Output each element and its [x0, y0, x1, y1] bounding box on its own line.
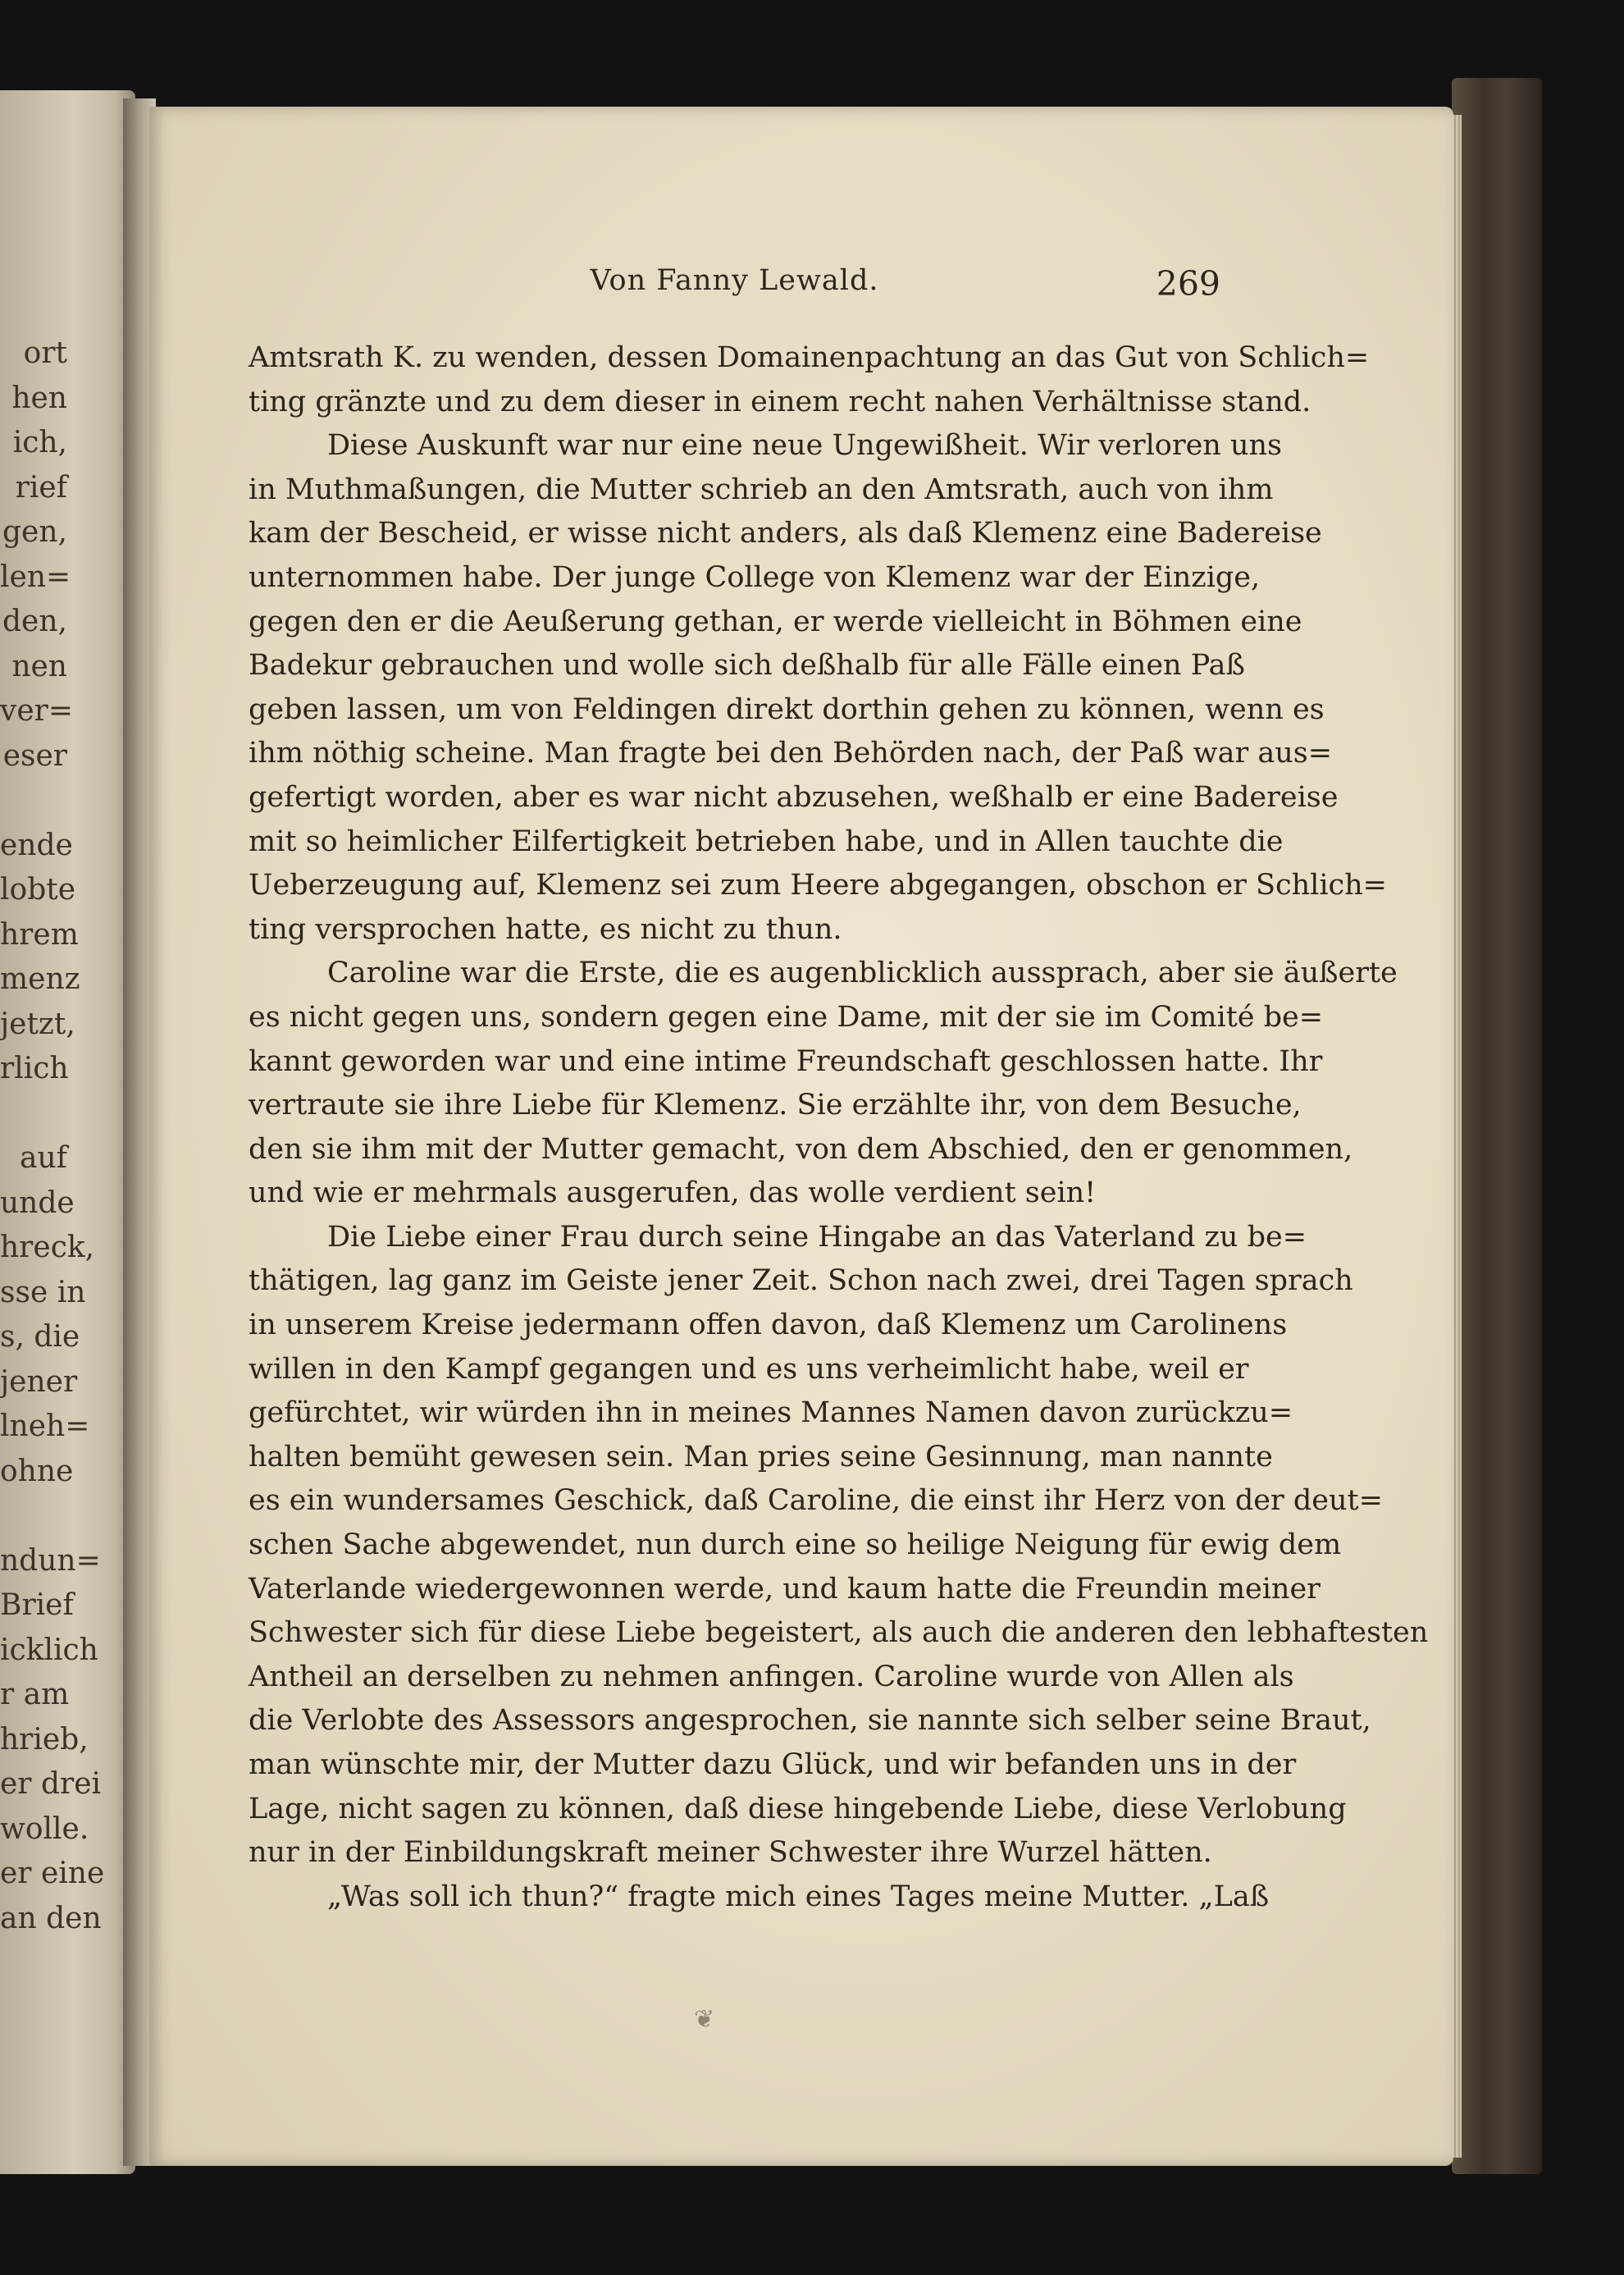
left-page-fragment: ver=	[0, 694, 74, 728]
text-line: halten bemüht gewesen sein. Man pries seine Gesinnung, man nannte	[249, 1440, 1273, 1473]
left-page-fragment: hrem	[0, 917, 79, 952]
book-cover-edge	[1452, 78, 1542, 2174]
text-line: in unserem Kreise jedermann offen davon, daß Klemenz um Carolinens	[249, 1309, 1288, 1342]
left-page-fragment: an den	[0, 1901, 102, 1935]
text-line: schen Sache abgewendet, nun durch eine so heilige Neigung für ewig dem	[249, 1528, 1342, 1562]
left-page-fragment: hreck,	[0, 1231, 95, 1264]
text-line: kam der Bescheid, er wisse nicht anders, als daß Klemenz eine Badereise	[249, 517, 1322, 550]
left-page-fragment: ende	[0, 828, 73, 862]
text-line: Badekur gebrauchen und wolle sich deßhalb für alle Fälle einen Paß	[249, 649, 1245, 683]
text-line: und wie er mehrmals ausgerufen, das wolle verdient sein!	[249, 1176, 1097, 1210]
text-line: gefürchtet, wir würden ihn in meines Mannes Namen davon zurückzu=	[249, 1396, 1293, 1430]
text-line: Die Liebe einer Frau durch seine Hingabe an das Vaterland zu be=	[327, 1220, 1307, 1254]
text-line: ihm nöthig scheine. Man fragte bei den Behörden nach, der Paß war aus=	[249, 737, 1333, 770]
text-line: mit so heimlicher Eilfertigkeit betrieben habe, und in Allen tauchte die	[249, 825, 1284, 858]
text-line: thätigen, lag ganz im Geiste jener Zeit. Schon nach zwei, drei Tagen sprach	[249, 1264, 1353, 1298]
left-page-fragment: ort	[23, 336, 67, 370]
text-line: es nicht gegen uns, sondern gegen eine Dame, mit der sie im Comité be=	[249, 1000, 1324, 1034]
text-line: Ueberzeugung auf, Klemenz sei zum Heere abgegangen, obschon er Schlich=	[249, 869, 1387, 902]
left-page-fragment: lobte	[0, 873, 76, 907]
left-page-fragment: menz	[0, 962, 80, 996]
text-line: Diese Auskunft war nur eine neue Ungewißheit. Wir verloren uns	[327, 429, 1283, 463]
text-line: die Verlobte des Assessors angesprochen, sie nannte sich selber seine Braut,	[249, 1704, 1371, 1738]
text-line: gefertigt worden, aber es war nicht abzusehen, weßhalb er eine Badereise	[249, 780, 1339, 814]
page-number: 269	[1156, 264, 1220, 304]
left-page-fragment: unde	[0, 1185, 75, 1220]
text-line: vertraute sie ihre Liebe für Klemenz. Sie erzählte ihr, von dem Besuche,	[249, 1089, 1302, 1122]
text-line: ting gränzte und zu dem dieser in einem recht nahen Verhältnisse stand.	[249, 385, 1312, 418]
left-page-fragment: Brief	[0, 1588, 74, 1622]
text-line: geben lassen, um von Feldingen direkt dorthin gehen zu können, wenn es	[249, 692, 1325, 726]
left-page-fragment: s, die	[0, 1320, 80, 1354]
text-line: es ein wundersames Geschick, daß Caroline, die einst ihr Herz von der deut=	[249, 1484, 1383, 1518]
text-line: unternommen habe. Der junge College von Klemenz war der Einzige,	[249, 560, 1261, 594]
left-page-fragment: ohne	[0, 1454, 74, 1488]
left-page-fragment: r am	[0, 1678, 70, 1711]
left-page-fragment: sse in	[0, 1275, 86, 1309]
left-page-fragment: rief	[15, 470, 67, 505]
left-page-fragment: rlich	[0, 1052, 69, 1085]
left-page-fragment: er eine	[0, 1857, 105, 1890]
left-page-partial	[0, 90, 135, 2174]
text-line: kannt geworden war und eine intime Freundschaft geschlossen hatte. Ihr	[249, 1044, 1323, 1078]
text-line: Antheil an derselben zu nehmen anfingen. Caroline wurde von Allen als	[249, 1660, 1294, 1693]
text-line: gegen den er die Aeußerung gethan, er werde vielleicht in Böhmen eine	[249, 605, 1302, 638]
left-page-fragment: den,	[2, 605, 67, 638]
text-line: Lage, nicht sagen zu können, daß diese hingebende Liebe, diese Verlobung	[249, 1792, 1347, 1825]
text-line: den sie ihm mit der Mutter gemacht, von dem Abschied, den er genommen,	[249, 1132, 1353, 1166]
left-page-fragment: er drei	[0, 1767, 102, 1801]
left-page-fragment: eser	[2, 738, 67, 773]
left-page-fragment: gen,	[2, 515, 67, 549]
text-line: „Was soll ich thun?“ fragte mich eines Tages meine Mutter. „Laß	[327, 1880, 1270, 1913]
text-line: man wünschte mir, der Mutter dazu Glück, und wir befanden uns in der	[249, 1748, 1297, 1781]
page-header	[249, 264, 1220, 310]
left-page-fragment: jener	[0, 1364, 78, 1399]
printer-ornament: ❦	[694, 2005, 715, 2034]
left-page-fragment: len=	[0, 560, 71, 594]
left-page-fragment: lneh=	[0, 1409, 90, 1443]
left-page-fragment: ich,	[12, 426, 67, 459]
text-line: in Muthmaßungen, die Mutter schrieb an den Amtsrath, auch von ihm	[249, 473, 1274, 506]
text-line: Schwester sich für diese Liebe begeistert, als auch die anderen den lebhaftesten	[249, 1616, 1429, 1650]
text-line: willen in den Kampf gegangen und es uns verheimlicht habe, weil er	[249, 1352, 1249, 1386]
left-page-fragment: hrieb,	[0, 1722, 89, 1757]
left-page-fragment: jetzt,	[0, 1007, 75, 1041]
left-page-fragment: wolle.	[0, 1811, 89, 1846]
left-page-fragment: auf	[20, 1141, 67, 1175]
text-line: Amtsrath K. zu wenden, dessen Domainenpachtung an das Gut von Schlich=	[249, 341, 1370, 374]
text-line: Caroline war die Erste, die es augenblicklich aussprach, aber sie äußerte	[327, 957, 1398, 990]
left-page-fragment: icklich	[0, 1633, 98, 1667]
body-text	[249, 336, 1429, 1919]
text-line: Vaterlande wiedergewonnen werde, und kaum hatte die Freundin meiner	[249, 1572, 1321, 1606]
left-page-fragment: nen	[11, 649, 67, 683]
running-head: Von Fanny Lewald.	[590, 264, 879, 297]
text-line: ting versprochen hatte, es nicht zu thun.	[249, 912, 842, 946]
left-page-fragment: hen	[11, 381, 67, 415]
text-line: nur in der Einbildungskraft meiner Schwester ihre Wurzel hätten.	[249, 1836, 1212, 1870]
left-page-fragment: ndun=	[0, 1543, 101, 1578]
